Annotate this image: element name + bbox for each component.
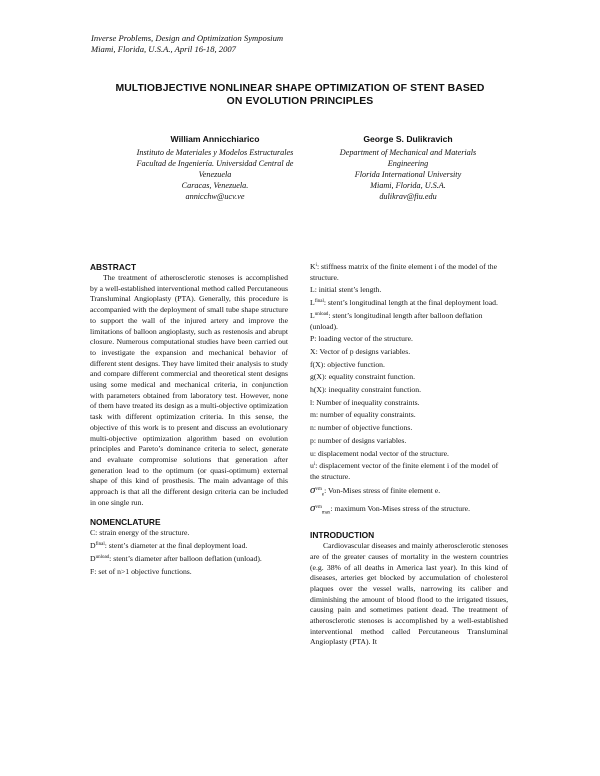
author-affiliation: Facultad de Ingeniería. Universidad Central de [136,159,294,168]
nomenclature-item: g(X): equality constraint function. [310,372,416,382]
paper-title [60,82,540,108]
nomenclature-item: X: Vector of p designs variables. [310,346,411,356]
nomenclature-item: P: loading vector of the structure. [310,334,413,344]
nomenclature-item: u: displacement nodal vector of the structure. [310,448,449,458]
introduction-text: Cardiovascular diseases and mainly atherosclerotic stenoses are of the greater causes of mortality in the western countries (e.g. 38% of all deaths in America last year). In this kind of diseases, arteries get blocked by accumulation of cholesterol plaques over the vessel walls, narrowing its caliber and diminishing the amount of blood flood to the irrigated tissues, causing pain and sometimes patient dead. The treatment of atherosclerotic stenoses is accomplished by a well-established interventional method called Percutaneous Transluminal Angioplasty (PTA). It [310,541,508,647]
conference-location: Miami, Florida, U.S.A., April 16-18, 2007 [91,44,236,54]
title-line-1: MULTIOBJECTIVE NONLINEAR SHAPE OPTIMIZATION OF STENT BASED [115,83,485,94]
nomenclature-item: h(X): inequality constraint function. [310,385,422,395]
author-block-2 [303,134,513,202]
nomenclature-item: C: strain energy of the structure. [90,528,190,538]
author-name: William Annicchiarico [170,134,260,144]
nomenclature-item: $u^i$: displacement vector of the finite element i of the model of the structure. [310,461,499,481]
nomenclature-heading: NOMENCLATURE [90,517,161,528]
author-affiliation: Venezuela [198,170,232,179]
nomenclature-item: $\sigma^{vm}_e$: Von-Mises stress of finite element e. [310,483,441,498]
nomenclature-item: F: set of n>1 objective functions. [90,566,192,576]
nomenclature-item: l: Number of inequality constraints. [310,397,420,407]
nomenclature-item: $L^{final}$: stent’s longitudinal length at the final deployment load. [310,298,498,308]
nomenclature-item: $L^{unload}$: stent’s longitudinal length after balloon deflation (unload). [310,310,483,331]
nomenclature-item: f(X): objective function. [310,359,385,369]
author-name: George S. Dulikravich [363,134,453,144]
nomenclature-list-left [90,528,288,577]
nomenclature-item: n: number of objective functions. [310,423,413,433]
conference-header [91,33,283,55]
nomenclature-item: $D^{final}$: stent’s diameter at the final deployment load. [90,541,248,551]
author-block-1 [110,134,320,202]
right-column [310,262,508,648]
abstract-text: The treatment of atherosclerotic stenoses is accomplished by a well-established interventional method called Percutaneous Transluminal Angioplasty (PTA). Generally, this procedure is accompanied with the deployment of small tube shape structure to support the wall of the injured artery and improve the limitations of balloon angioplasty, such as restenosis and abrupt closure. Numerous computational studies have been carried out to investigate the expansion and mechanical behavior of different stent designs. They have limited their analysis to study and compare different commercial and theoretical stent designs using some medical and mechanical criteria, in conjunction with parameters obtained from laboratory test. However, none of them have treated its design as a multi-objective optimization task with different optimization criteria. In this sense, the objective of this work is to present and discuss an evolutionary multi-objective optimization algorithm based on evolution principles and Pareto’s dominance criteria to select, generate and evaluate compromise solutions that generation after generation lead to the optimum (or quasi-optimum) external shape of this kind of prosthesis. The main advantage of this approach is that all the different design criteria can be included in one single run. [90,273,288,507]
abstract-heading: ABSTRACT [90,262,137,272]
left-column [90,262,288,579]
nomenclature-item: p: number of designs variables. [310,435,407,445]
author-location: Caracas, Venezuela. [181,181,249,190]
nomenclature-item: $\sigma^{vm}_{max}$: maximum Von-Mises stress of the structure. [310,501,471,516]
nomenclature-list-right [310,262,508,519]
author-location: Miami, Florida, U.S.A. [370,181,446,190]
nomenclature-item: L: initial stent’s length. [310,285,382,295]
author-affiliation: Instituto de Materiales y Modelos Estructurales [136,148,294,157]
nomenclature-item: m: number of equality constraints. [310,410,416,420]
author-email[interactable]: annicchw@ucv.ve [185,192,245,201]
conference-name: Inverse Problems, Design and Optimization Symposium [91,33,284,43]
author-email[interactable]: dulikrav@fiu.edu [379,192,437,201]
nomenclature-item: $D^{unload}$: stent’s diameter after balloon deflation (unload). [90,553,262,563]
author-affiliation: Engineering [387,159,429,168]
title-line-2: ON EVOLUTION PRINCIPLES [226,96,374,107]
introduction-heading: INTRODUCTION [310,530,375,541]
author-affiliation: Florida International University [354,170,462,179]
author-affiliation: Department of Mechanical and Materials [339,148,477,157]
nomenclature-item: $K^i$: stiffness matrix of the finite element i of the model of the structure. [310,262,497,282]
